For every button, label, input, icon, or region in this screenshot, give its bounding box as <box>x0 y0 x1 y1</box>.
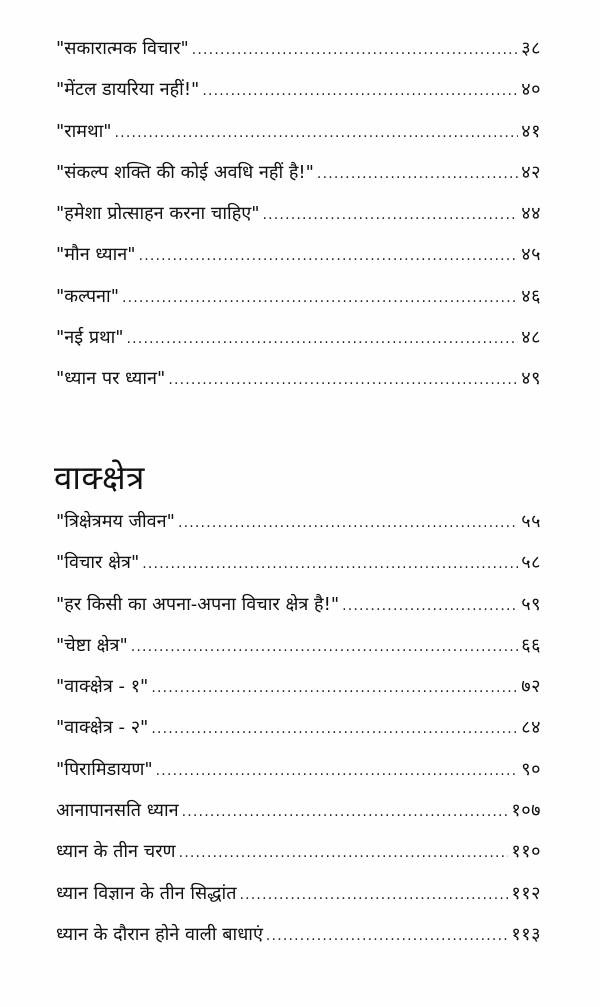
toc-entry-title: "वाक्क्षेत्र - २" <box>56 717 149 739</box>
dot-leader <box>156 751 519 792</box>
toc-entry <box>56 358 541 399</box>
toc-entry-title: "सकारात्मक विचार" <box>56 38 189 59</box>
toc-entry-page: ४० <box>521 79 541 101</box>
dot-leader <box>168 360 518 401</box>
toc-entry <box>56 317 541 358</box>
toc-entry-page: १०७ <box>511 800 541 822</box>
dot-leader <box>192 30 519 71</box>
dot-leader <box>202 71 518 112</box>
section-heading: वाक्क्षेत्र <box>54 458 145 497</box>
toc-entry <box>56 625 541 666</box>
toc-entry <box>56 28 541 69</box>
toc-entry-title: "मौन ध्यान" <box>56 244 136 266</box>
toc-entry-page: ५९ <box>521 593 541 615</box>
toc-entry-title: "विचार क्षेत्र" <box>56 552 140 574</box>
dot-leader <box>317 154 518 195</box>
toc-entry-page: ११२ <box>511 882 541 904</box>
toc-entry-title: "त्रिक्षेत्रमय जीवन" <box>56 511 175 532</box>
toc-entry-page: ४६ <box>521 285 541 307</box>
toc-entry <box>56 666 541 707</box>
dot-leader <box>182 792 509 833</box>
toc-entry-page: ५८ <box>521 552 541 574</box>
toc-entry-title: "मेंटल डायरिया नहीं!" <box>56 79 200 101</box>
toc-entry-page: ९० <box>521 758 541 780</box>
toc-entry-title: "पिरामिडायण" <box>56 758 153 780</box>
dot-leader <box>262 195 518 236</box>
toc-section-1 <box>56 28 541 400</box>
toc-entry-page: ७२ <box>521 676 541 698</box>
toc-entry-page: ११० <box>511 841 541 863</box>
dot-leader <box>131 627 519 668</box>
toc-entry-title: ध्यान विज्ञान के तीन सिद्धांत <box>56 882 237 904</box>
dot-leader <box>178 503 518 544</box>
toc-entry-title: "हर किसी का अपना-अपना विचार क्षेत्र है!" <box>56 593 340 615</box>
toc-entry <box>56 584 541 625</box>
dot-leader <box>122 278 518 319</box>
toc-entry-page: ४८ <box>521 327 541 349</box>
toc-entry-title: "रामथा" <box>56 120 112 142</box>
toc-entry-page: ४१ <box>521 120 541 142</box>
dot-leader <box>127 319 519 360</box>
toc-entry <box>56 790 541 831</box>
toc-entry-page: ४९ <box>521 368 541 390</box>
toc-entry-title: "चेष्टा क्षेत्र" <box>56 634 128 656</box>
toc-entry-page: ४२ <box>521 161 541 183</box>
dot-leader <box>142 544 518 585</box>
dot-leader <box>139 236 519 277</box>
toc-entry-title: ध्यान के दौरान होने वाली बाधाएं <box>56 923 263 945</box>
toc-entry-page: ३८ <box>521 38 541 59</box>
toc-entry <box>56 501 541 542</box>
dot-leader <box>151 709 518 750</box>
toc-entry-title: "नई प्रथा" <box>56 327 124 349</box>
dot-leader <box>115 113 519 154</box>
toc-entry-title: "संकल्प शक्ति की कोई अवधि नहीं है!" <box>56 161 314 183</box>
toc-entry-title: आनापानसति ध्यान <box>56 800 179 822</box>
toc-entry <box>56 914 541 955</box>
toc-entry <box>56 873 541 914</box>
toc-entry <box>56 152 541 193</box>
toc-section-2 <box>56 455 541 955</box>
toc-entry <box>56 749 541 790</box>
toc-entry-title: ध्यान के तीन चरण <box>56 841 176 863</box>
toc-entry-title: "कल्पना" <box>56 285 119 307</box>
toc-entry <box>56 831 541 872</box>
toc-entry <box>56 707 541 748</box>
toc-entry-title: "वाक्क्षेत्र - १" <box>56 676 149 698</box>
toc-entry-page: ४४ <box>521 203 541 225</box>
toc-entry <box>56 69 541 110</box>
toc-entry-title: "ध्यान पर ध्यान" <box>56 368 166 390</box>
dot-leader <box>239 875 508 916</box>
toc-entry <box>56 276 541 317</box>
toc-entry <box>56 193 541 234</box>
toc-entry <box>56 234 541 275</box>
toc-entry-page: ४५ <box>521 244 541 266</box>
toc-entry <box>56 111 541 152</box>
toc-entry-page: ११३ <box>511 923 541 945</box>
toc-entry <box>56 542 541 583</box>
toc-entry-page: ५५ <box>521 511 541 532</box>
dot-leader <box>266 916 509 957</box>
toc-entry-title: "हमेशा प्रोत्साहन करना चाहिए" <box>56 203 260 225</box>
dot-leader <box>179 833 509 874</box>
dot-leader <box>151 668 518 709</box>
dot-leader <box>342 586 518 627</box>
toc-entry-page: ८४ <box>521 717 541 739</box>
toc-entry-page: ६६ <box>521 634 541 656</box>
